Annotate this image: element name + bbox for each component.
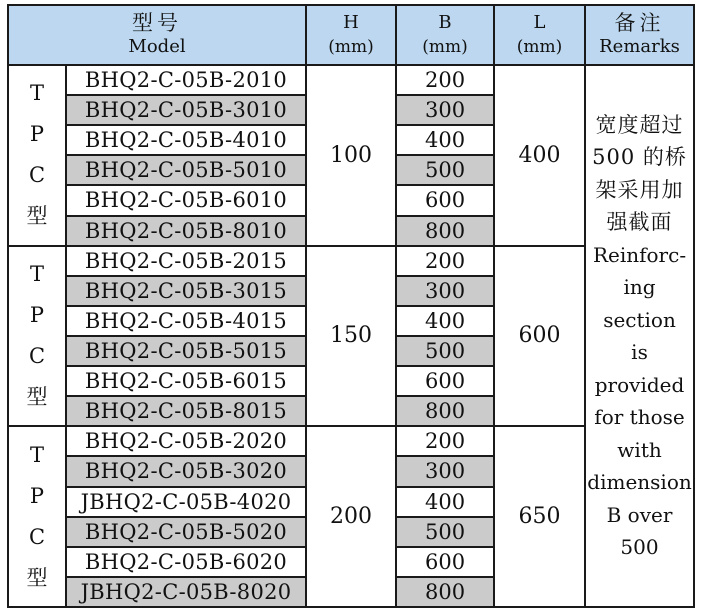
type-label-char: 型: [26, 565, 48, 590]
header-model-zh: 型号: [132, 11, 182, 35]
h-value-cell: 150: [306, 246, 396, 427]
header-model-en: Model: [128, 36, 186, 57]
h-value-cell: 200: [306, 426, 396, 607]
b-value-cell: 200: [396, 65, 494, 95]
b-value-cell: 400: [396, 487, 494, 517]
model-cell: JBHQ2-C-05B-4020: [66, 487, 306, 517]
type-label-char: T: [29, 261, 44, 286]
l-value-cell: 650: [494, 426, 585, 607]
type-label-char: 型: [26, 384, 48, 409]
model-cell: BHQ2-C-05B-2020: [66, 426, 306, 456]
header-b: [396, 5, 494, 65]
model-cell: BHQ2-C-05B-4015: [66, 306, 306, 336]
b-value-cell: 600: [396, 366, 494, 396]
type-label-char: C: [28, 524, 46, 549]
model-cell: BHQ2-C-05B-3015: [66, 276, 306, 306]
type-label-cell: [8, 246, 66, 427]
remarks-cell: [585, 65, 694, 607]
model-cell: BHQ2-C-05B-2010: [66, 65, 306, 95]
header-remarks-zh: 备注: [614, 11, 665, 35]
b-value-cell: 300: [396, 456, 494, 486]
header-remarks-en: Remarks: [599, 36, 680, 57]
model-spec-table: [7, 4, 695, 608]
remarks-en-line: is provided: [594, 340, 685, 397]
b-value-cell: 500: [396, 155, 494, 185]
type-label-char: C: [28, 163, 46, 188]
model-cell: BHQ2-C-05B-3010: [66, 95, 306, 125]
remarks-en-line: ing section: [603, 275, 676, 332]
h-value-cell: 100: [306, 65, 396, 246]
type-label-char: C: [28, 343, 46, 368]
model-cell: BHQ2-C-05B-6020: [66, 547, 306, 577]
b-value-cell: 400: [396, 125, 494, 155]
b-value-cell: 400: [396, 306, 494, 336]
table-row: [8, 65, 694, 95]
remarks-zh-line: 强截面: [606, 210, 673, 234]
type-label-char: 型: [26, 204, 48, 229]
l-value-cell: 600: [494, 246, 585, 427]
remarks-zh-line: 架采用加: [595, 177, 684, 202]
b-value-cell: 200: [396, 246, 494, 276]
header-l-unit: (mm): [516, 37, 563, 57]
b-value-cell: 800: [396, 577, 494, 607]
remarks-en-line: B over 500: [606, 502, 673, 559]
b-value-cell: 800: [396, 216, 494, 246]
type-label-cell: [8, 65, 66, 246]
remarks-en-line: for those: [594, 405, 685, 429]
header-l-label: L: [533, 12, 546, 33]
model-cell: BHQ2-C-05B-5020: [66, 517, 306, 547]
type-label-char: P: [29, 122, 45, 147]
b-value-cell: 300: [396, 95, 494, 125]
b-value-cell: 500: [396, 336, 494, 366]
b-value-cell: 800: [396, 396, 494, 426]
header-b-label: B: [438, 12, 452, 33]
model-cell: BHQ2-C-05B-5015: [66, 336, 306, 366]
header-h-label: H: [343, 12, 359, 33]
header-row: [8, 5, 694, 65]
type-label-char: T: [29, 81, 44, 106]
header-remarks: [585, 5, 694, 65]
model-cell: BHQ2-C-05B-6015: [66, 366, 306, 396]
model-cell: BHQ2-C-05B-2015: [66, 246, 306, 276]
remarks-en-line: with: [617, 437, 662, 462]
b-value-cell: 600: [396, 185, 494, 215]
remarks-zh-line: 500 的桥: [592, 145, 687, 169]
b-value-cell: 500: [396, 517, 494, 547]
header-b-unit: (mm): [422, 37, 468, 57]
remarks-zh-line: 宽度超过: [595, 112, 684, 137]
b-value-cell: 600: [396, 547, 494, 577]
type-label-char: P: [29, 302, 45, 327]
header-h-unit: (mm): [328, 37, 374, 57]
header-h: [306, 5, 396, 65]
remarks-en-line: Reinforc-: [592, 242, 687, 267]
model-cell: BHQ2-C-05B-8015: [66, 396, 306, 426]
model-cell: BHQ2-C-05B-3020: [66, 456, 306, 486]
type-label-char: T: [29, 442, 44, 467]
header-model: [8, 5, 306, 65]
remarks-en-line: dimension: [587, 470, 692, 494]
model-cell: JBHQ2-C-05B-8020: [66, 577, 306, 607]
header-l: [494, 5, 585, 65]
model-cell: BHQ2-C-05B-5010: [66, 155, 306, 185]
model-cell: BHQ2-C-05B-4010: [66, 125, 306, 155]
type-label-cell: [8, 426, 66, 607]
type-label-char: P: [29, 483, 45, 508]
model-cell: BHQ2-C-05B-8010: [66, 216, 306, 246]
table-body: [8, 65, 694, 607]
model-cell: BHQ2-C-05B-6010: [66, 185, 306, 215]
b-value-cell: 200: [396, 426, 494, 456]
b-value-cell: 300: [396, 276, 494, 306]
l-value-cell: 400: [494, 65, 585, 246]
